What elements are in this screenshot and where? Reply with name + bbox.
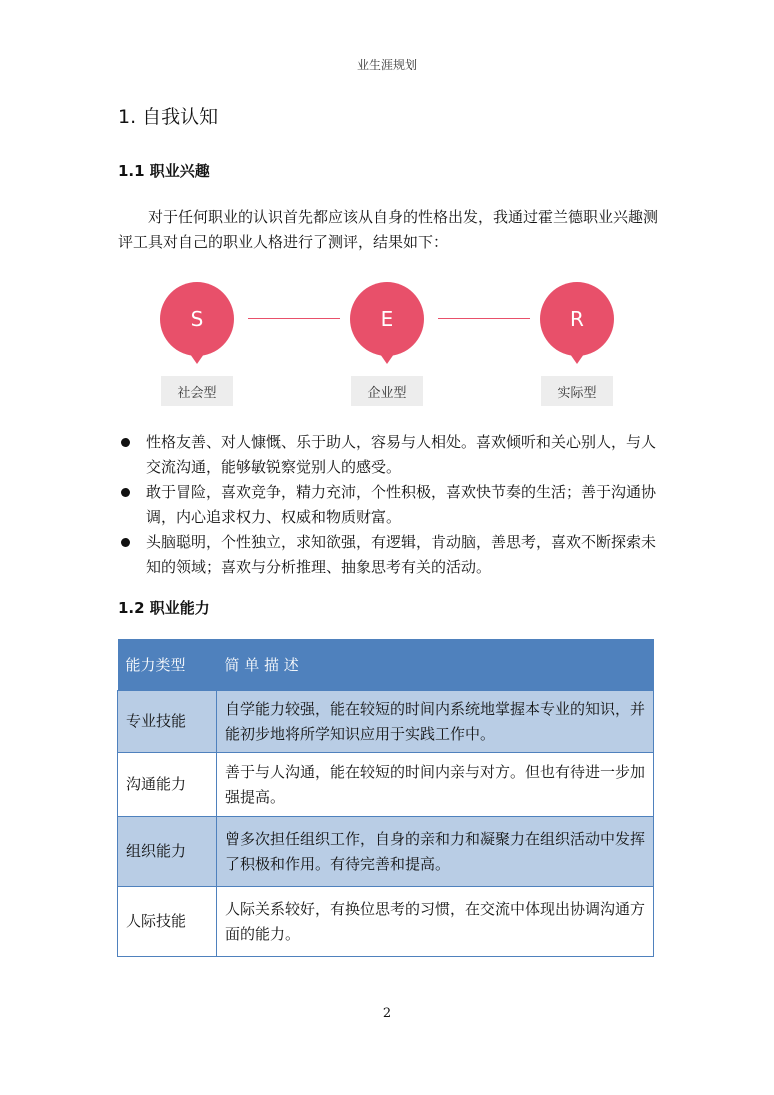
subsection-title-interest: 1.1 职业兴趣 xyxy=(118,162,210,180)
bullet-icon xyxy=(121,538,130,547)
list-item: 敢于冒险，喜欢竞争，精力充沛，个性积极，喜欢快节奏的生活；善于沟通协调，内心追求权力、权威和物质财富。 xyxy=(118,480,663,530)
connector-line xyxy=(248,318,340,319)
ability-desc-cell: 曾多次担任组织工作，自身的亲和力和凝聚力在组织活动中发挥了积极和作用。有待完善和提高。 xyxy=(217,817,654,887)
bullet-icon xyxy=(121,438,130,447)
tag-social: 社会型 xyxy=(161,376,233,406)
column-header-desc: 简 单 描 述 xyxy=(217,639,654,691)
list-item: 头脑聪明，个性独立，求知欲强，有逻辑，肯动脑，善思考，喜欢不断探索未知的领域；喜欢与分析推理、抽象思考有关的活动。 xyxy=(118,530,663,580)
ability-desc-cell: 自学能力较强，能在较短的时间内系统地掌握本专业的知识，并能初步地将所学知识应用于实践工作中。 xyxy=(217,691,654,753)
section-title-self-awareness: 1. 自我认知 xyxy=(118,106,219,128)
table-row xyxy=(118,887,654,957)
ability-desc-cell: 善于与人沟通，能在较短的时间内亲与对方。但也有待进一步加强提高。 xyxy=(217,753,654,817)
node-e: E xyxy=(350,282,424,356)
subsection-title-ability: 1.2 职业能力 xyxy=(118,599,210,617)
table-row xyxy=(118,691,654,753)
ability-type-cell: 人际技能 xyxy=(118,887,217,957)
bullet-icon xyxy=(121,488,130,497)
table-header-row xyxy=(118,639,654,691)
list-item: 性格友善、对人慷慨、乐于助人，容易与人相处。喜欢倾听和关心别人，与人交流沟通，能够敏锐察觉别人的感受。 xyxy=(118,430,663,480)
table-row xyxy=(118,817,654,887)
column-header-type: 能力类型 xyxy=(118,639,217,691)
tag-enterprising: 企业型 xyxy=(351,376,423,406)
ability-type-cell: 专业技能 xyxy=(118,691,217,753)
connector-line xyxy=(438,318,530,319)
node-r: R xyxy=(540,282,614,356)
trait-bullet-list xyxy=(118,430,663,580)
intro-paragraph: 对于任何职业的认识首先都应该从自身的性格出发，我通过霍兰德职业兴趣测评工具对自己的职业人格进行了测评，结果如下： xyxy=(118,208,659,251)
holland-code-diagram xyxy=(118,280,658,410)
ability-desc-cell: 人际关系较好，有换位思考的习惯，在交流中体现出协调沟通方面的能力。 xyxy=(217,887,654,957)
ability-table xyxy=(117,639,654,957)
page-number: 2 xyxy=(382,1006,392,1021)
table-row xyxy=(118,753,654,817)
tag-realistic: 实际型 xyxy=(541,376,613,406)
page-header: 业生涯规划 xyxy=(356,58,417,72)
ability-type-cell: 组织能力 xyxy=(118,817,217,887)
ability-type-cell: 沟通能力 xyxy=(118,753,217,817)
node-s: S xyxy=(160,282,234,356)
